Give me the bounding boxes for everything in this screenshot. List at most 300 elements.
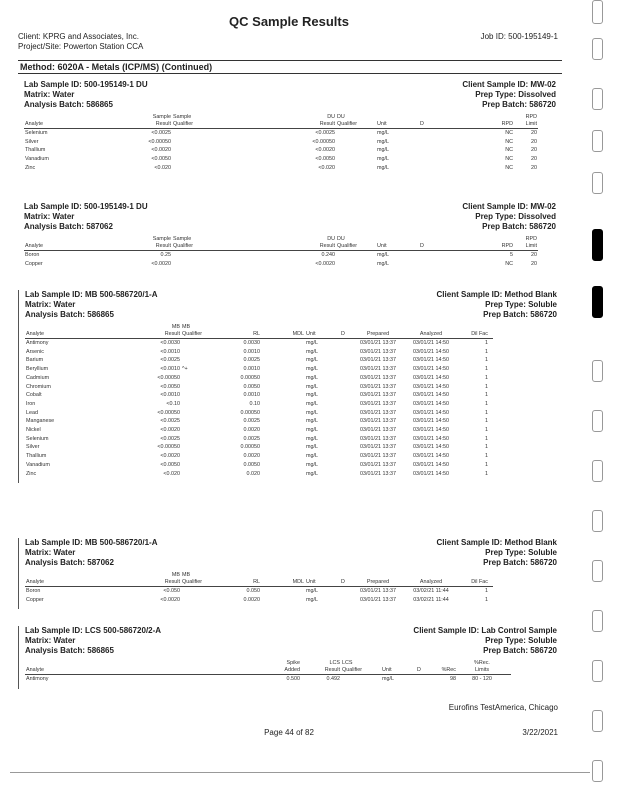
table-cell [491, 409, 493, 418]
results-table [24, 236, 538, 268]
index-tab[interactable] [592, 38, 603, 60]
table-cell: 1 [485, 470, 488, 477]
column-header [432, 114, 482, 121]
table-cell [261, 435, 305, 444]
table-cell: 1 [485, 383, 488, 390]
column-header: Sample [173, 114, 192, 120]
table-cell: <0.00050 [148, 138, 171, 145]
table-cell: 03/01/21 14:50 [413, 418, 449, 425]
column-header [432, 121, 482, 129]
table-cell [261, 348, 305, 357]
table-cell: Selenium [25, 130, 48, 136]
column-header: RPD [525, 236, 537, 242]
column-header: MB [182, 572, 191, 578]
table-header-row [24, 243, 538, 251]
table-cell: 1 [485, 340, 488, 346]
column-header: RPD [525, 114, 537, 120]
table-cell [181, 417, 221, 426]
table-cell [432, 164, 482, 173]
table-cell [214, 146, 254, 155]
table-cell: 0.0020 [243, 596, 260, 603]
table-cell: <0.00050 [157, 409, 180, 416]
column-header: MDL [261, 331, 305, 339]
table-cell [411, 675, 427, 684]
table-cell [491, 400, 493, 409]
column-header: MB [182, 324, 191, 330]
column-header: Qualifier [336, 243, 376, 251]
column-header [175, 667, 221, 675]
table-cell: mg/L [306, 383, 318, 390]
table-cell [491, 452, 493, 461]
table-cell: <0.00050 [157, 374, 180, 381]
table-cell: <0.020 [163, 470, 180, 477]
table-cell: 03/01/21 14:50 [413, 374, 449, 381]
table-header-row [25, 660, 511, 667]
sample-label: Client Sample ID: MW-02 [462, 80, 556, 89]
table-cell: Cobalt [26, 392, 42, 399]
table-cell: 1 [485, 444, 488, 451]
table-row [25, 400, 493, 409]
column-header [427, 660, 457, 667]
table-cell: 03/01/21 13:37 [360, 366, 396, 373]
table-cell: <0.00050 [312, 138, 335, 145]
table-cell: 03/01/21 14:50 [413, 400, 449, 407]
table-cell: <0.0030 [160, 340, 180, 346]
table-cell: 1 [485, 392, 488, 399]
table-cell: 1 [485, 400, 488, 407]
table-cell [336, 164, 376, 173]
sample-label: Matrix: Water [25, 548, 76, 557]
index-tab[interactable] [592, 172, 603, 194]
table-cell [181, 596, 221, 605]
index-tab[interactable] [592, 460, 603, 482]
table-cell [491, 417, 493, 426]
table-cell: 03/01/21 14:50 [413, 357, 449, 364]
table-cell [491, 443, 493, 452]
table-cell: 03/02/21 11:44 [413, 588, 449, 594]
column-header: Analyzed [405, 331, 457, 339]
table-header-row [25, 324, 493, 331]
table-cell [254, 129, 294, 138]
table-header-row [24, 236, 538, 243]
index-tab-active[interactable] [592, 229, 603, 261]
table-cell [254, 146, 294, 155]
table-cell: 03/01/21 13:37 [360, 444, 396, 451]
column-header: RPD [482, 121, 514, 129]
column-header: Unit [305, 579, 335, 587]
table-cell [261, 587, 305, 596]
table-cell: 0.500 [286, 676, 300, 682]
table-cell [181, 348, 221, 357]
table-row [25, 339, 493, 348]
job-id: Job ID: 500-195149-1 [480, 32, 558, 41]
table-cell: Zinc [26, 470, 37, 477]
table-cell: 03/01/21 13:37 [360, 453, 396, 460]
table-cell [335, 426, 351, 435]
table-cell: 1 [485, 374, 488, 381]
column-header [432, 236, 482, 243]
index-tab[interactable] [592, 88, 603, 110]
table-cell: <0.020 [318, 164, 335, 171]
table-cell: 03/01/21 13:37 [360, 470, 396, 477]
table-cell [214, 260, 254, 269]
column-header [376, 114, 412, 121]
table-cell: Antimony [26, 340, 49, 346]
column-header [376, 236, 412, 243]
table-cell [335, 365, 351, 374]
column-header: MDL [261, 579, 305, 587]
column-header: Result [145, 579, 181, 587]
sample-label: Lab Sample ID: MB 500-586720/1-A [25, 538, 158, 547]
column-header: %Rec [427, 667, 457, 675]
table-row [25, 470, 493, 479]
sample-block [18, 626, 559, 689]
column-header [254, 121, 294, 129]
table-cell: <0.0025 [160, 418, 180, 425]
column-header: DU [337, 236, 345, 242]
table-cell: <0.0050 [315, 156, 335, 163]
table-cell: Nickel [26, 427, 41, 434]
column-header: D [335, 331, 351, 339]
table-cell: <0.0050 [151, 156, 171, 163]
sample-header-left [24, 80, 148, 110]
sample-label: Client Sample ID: Method Blank [436, 538, 557, 547]
table-cell: mg/L [377, 147, 389, 154]
table-cell: 03/01/21 13:37 [360, 418, 396, 425]
table-cell [181, 435, 221, 444]
column-header: LCS [329, 660, 340, 666]
column-header [412, 236, 432, 243]
table-cell [491, 596, 493, 605]
results-table [24, 114, 538, 173]
column-header [175, 660, 221, 667]
column-header [457, 572, 489, 579]
table-cell [335, 400, 351, 409]
table-cell: 1 [485, 418, 488, 425]
page-title: QC Sample Results [229, 14, 349, 29]
table-cell [335, 417, 351, 426]
lab-name: Eurofins TestAmerica, Chicago [448, 703, 558, 712]
table-cell: 0.0010 [243, 348, 260, 355]
table-cell: 1 [485, 588, 488, 594]
column-header [261, 324, 305, 331]
table-cell [261, 417, 305, 426]
column-header: Unit [381, 667, 411, 675]
sample-label: Prep Batch: 586720 [483, 558, 557, 567]
table-cell: NC [505, 147, 513, 154]
sample-header-right [462, 80, 556, 110]
table-cell [181, 461, 221, 470]
table-cell [172, 260, 214, 269]
table-cell: mg/L [306, 366, 318, 373]
table-cell: 03/02/21 11:44 [413, 596, 449, 603]
table-cell: 1 [485, 427, 488, 434]
column-header [509, 660, 511, 667]
index-tab[interactable] [592, 0, 603, 24]
sample-label: Prep Batch: 586720 [483, 646, 557, 655]
table-cell: Zinc [25, 164, 36, 171]
column-header: D [412, 243, 432, 251]
sample-label: Matrix: Water [25, 636, 76, 645]
column-header: Result [134, 243, 172, 251]
table-cell: mg/L [377, 156, 389, 163]
table-row [25, 409, 493, 418]
table-cell: <0.0010 [160, 348, 180, 355]
table-cell: Barium [26, 357, 44, 364]
table-cell [336, 138, 376, 147]
table-cell [432, 251, 482, 260]
table-cell: 03/01/21 13:37 [360, 409, 396, 416]
sample-block [18, 290, 559, 483]
table-cell: 0.492 [326, 676, 340, 682]
column-header: %Rec. [474, 660, 490, 666]
column-header: MB [171, 572, 180, 578]
table-cell [491, 348, 493, 357]
table-cell: mg/L [306, 444, 318, 451]
table-cell [432, 138, 482, 147]
column-header [25, 572, 145, 579]
table-row [24, 129, 538, 138]
table-cell: 0.240 [321, 252, 335, 258]
column-header: Result [294, 243, 336, 251]
table-row [24, 260, 538, 269]
column-header [305, 572, 335, 579]
project-site: Project/Site: Powerton Station CCA [18, 42, 144, 51]
table-cell [335, 587, 351, 596]
sample-label: Analysis Batch: 587062 [24, 222, 113, 231]
table-cell [261, 365, 305, 374]
table-header-row [25, 572, 493, 579]
table-cell: 1 [485, 357, 488, 364]
column-header: Qualifier [172, 243, 214, 251]
column-header: Added [261, 667, 301, 675]
column-header [214, 243, 254, 251]
table-cell: <0.050 [163, 588, 180, 594]
table-cell: 03/01/21 14:50 [413, 444, 449, 451]
table-cell [509, 675, 511, 684]
column-header [335, 324, 351, 331]
sample-label: Analysis Batch: 586865 [25, 646, 114, 655]
sample-label: Prep Batch: 586720 [483, 310, 557, 319]
column-header: Dil Fac [457, 579, 489, 587]
table-cell: Chromium [26, 383, 51, 390]
table-cell [214, 164, 254, 173]
table-cell: mg/L [306, 348, 318, 355]
table-cell [491, 339, 493, 348]
table-row [25, 452, 493, 461]
table-cell [172, 155, 214, 164]
sample-label: Client Sample ID: MW-02 [462, 202, 556, 211]
column-header: Prepared [351, 331, 405, 339]
table-cell [432, 129, 482, 138]
table-cell: Arsenic [26, 348, 44, 355]
sample-header-right [437, 538, 557, 568]
index-tab[interactable] [592, 410, 603, 432]
table-cell [491, 461, 493, 470]
table-cell: Manganese [26, 418, 55, 425]
sample-label: Analysis Batch: 586865 [24, 100, 113, 109]
table-cell [221, 675, 261, 684]
table-cell: <0.0020 [160, 596, 180, 603]
table-cell: Iron [26, 400, 36, 407]
sample-label: Prep Batch: 586720 [482, 100, 556, 109]
table-cell: 0.00050 [240, 374, 260, 381]
table-cell: 0.0010 [243, 366, 260, 373]
index-tab[interactable] [592, 560, 603, 582]
table-cell: mg/L [306, 596, 318, 603]
table-cell: mg/L [306, 409, 318, 416]
table-cell [261, 356, 305, 365]
column-header: LCS [342, 660, 353, 666]
table-cell [432, 155, 482, 164]
table-cell [181, 374, 221, 383]
column-header [25, 660, 175, 667]
column-header: Limits [457, 667, 507, 675]
table-cell: 03/01/21 13:37 [360, 400, 396, 407]
column-header [491, 579, 493, 587]
table-row [24, 155, 538, 164]
table-row [25, 426, 493, 435]
sample-label: Matrix: Water [24, 90, 75, 99]
table-cell [181, 383, 221, 392]
column-header: Sample [152, 236, 171, 242]
table-cell [254, 260, 294, 269]
table-cell: mg/L [306, 453, 318, 460]
table-cell [491, 365, 493, 374]
sample-label: Prep Type: Dissolved [475, 90, 556, 99]
index-tab-active[interactable] [592, 286, 603, 318]
table-cell [491, 587, 493, 596]
column-header [491, 324, 493, 331]
sample-label: Lab Sample ID: 500-195149-1 DU [24, 202, 148, 211]
table-cell: 0.0010 [243, 392, 260, 399]
table-cell: mg/L [377, 164, 389, 171]
sample-label: Prep Type: Soluble [485, 300, 557, 309]
table-cell: 20 [531, 147, 537, 154]
results-table [25, 324, 493, 478]
sample-label: Client Sample ID: Method Blank [436, 290, 557, 299]
table-cell [254, 251, 294, 260]
table-cell: 03/01/21 13:37 [360, 461, 396, 468]
column-header: D [411, 667, 427, 675]
column-header [381, 660, 411, 667]
table-cell: mg/L [377, 260, 389, 267]
column-header [491, 572, 493, 579]
column-header [412, 114, 432, 121]
table-cell: 0.0025 [243, 418, 260, 425]
table-cell [172, 164, 214, 173]
table-cell [181, 443, 221, 452]
table-cell: <0.10 [166, 400, 180, 407]
table-cell: <0.0020 [315, 147, 335, 154]
table-cell [412, 129, 432, 138]
table-cell: 20 [531, 138, 537, 145]
column-header [254, 236, 294, 243]
table-cell [172, 138, 214, 147]
table-cell: Vanadium [25, 156, 49, 163]
table-cell [172, 251, 214, 260]
table-cell [491, 356, 493, 365]
table-cell: Beryllium [26, 366, 49, 373]
table-cell: 03/01/21 13:37 [360, 392, 396, 399]
table-cell [335, 461, 351, 470]
table-row [25, 356, 493, 365]
table-cell: 1 [485, 409, 488, 416]
table-cell [412, 251, 432, 260]
sample-header-left [25, 290, 158, 320]
column-header [221, 667, 261, 675]
table-cell: 0.0020 [243, 453, 260, 460]
table-cell [336, 260, 376, 269]
index-tab[interactable] [592, 610, 603, 632]
index-tab[interactable] [592, 130, 603, 152]
column-header: D [335, 579, 351, 587]
table-cell: NC [505, 260, 513, 267]
column-header: Result [294, 121, 336, 129]
column-header: Result [145, 331, 181, 339]
column-header: Analyte [25, 331, 145, 339]
table-cell [335, 383, 351, 392]
column-header [432, 243, 482, 251]
table-cell [336, 251, 376, 260]
table-cell [261, 426, 305, 435]
table-cell: Copper [26, 596, 44, 603]
table-cell [261, 461, 305, 470]
index-tab[interactable] [592, 510, 603, 532]
results-table [25, 572, 493, 604]
table-cell: 03/01/21 14:50 [413, 435, 449, 442]
table-cell [181, 391, 221, 400]
index-tab[interactable] [592, 710, 603, 732]
table-cell: 03/01/21 13:37 [360, 596, 396, 603]
results-table [25, 660, 511, 684]
table-cell [261, 409, 305, 418]
sample-header-right [413, 626, 557, 656]
table-cell [412, 146, 432, 155]
column-header [405, 572, 457, 579]
sample-block [18, 538, 559, 609]
table-cell: <0.0025 [315, 130, 335, 136]
table-row [25, 391, 493, 400]
table-cell [181, 409, 221, 418]
table-cell: mg/L [306, 435, 318, 442]
sample-label: Matrix: Water [25, 300, 76, 309]
table-cell: 03/01/21 14:50 [413, 383, 449, 390]
table-cell [335, 374, 351, 383]
table-cell: <0.0020 [160, 453, 180, 460]
table-cell [261, 452, 305, 461]
table-cell: 03/01/21 14:50 [413, 453, 449, 460]
table-cell [336, 155, 376, 164]
table-cell: 03/01/21 13:37 [360, 340, 396, 346]
table-header-row [25, 667, 511, 675]
table-cell [181, 452, 221, 461]
sample-header-right [462, 202, 556, 232]
table-cell: 03/01/21 13:37 [360, 357, 396, 364]
column-header: Sample [152, 114, 171, 120]
table-cell: 1 [485, 435, 488, 442]
column-header [254, 243, 294, 251]
index-tab[interactable] [592, 660, 603, 682]
table-cell [172, 146, 214, 155]
index-tab[interactable] [592, 360, 603, 382]
table-cell [261, 374, 305, 383]
column-header: RL [221, 579, 261, 587]
index-tab[interactable] [592, 760, 603, 782]
column-header: Qualifier [172, 121, 214, 129]
table-cell: 0.00050 [240, 409, 260, 416]
column-header: Dil Fac [457, 331, 489, 339]
